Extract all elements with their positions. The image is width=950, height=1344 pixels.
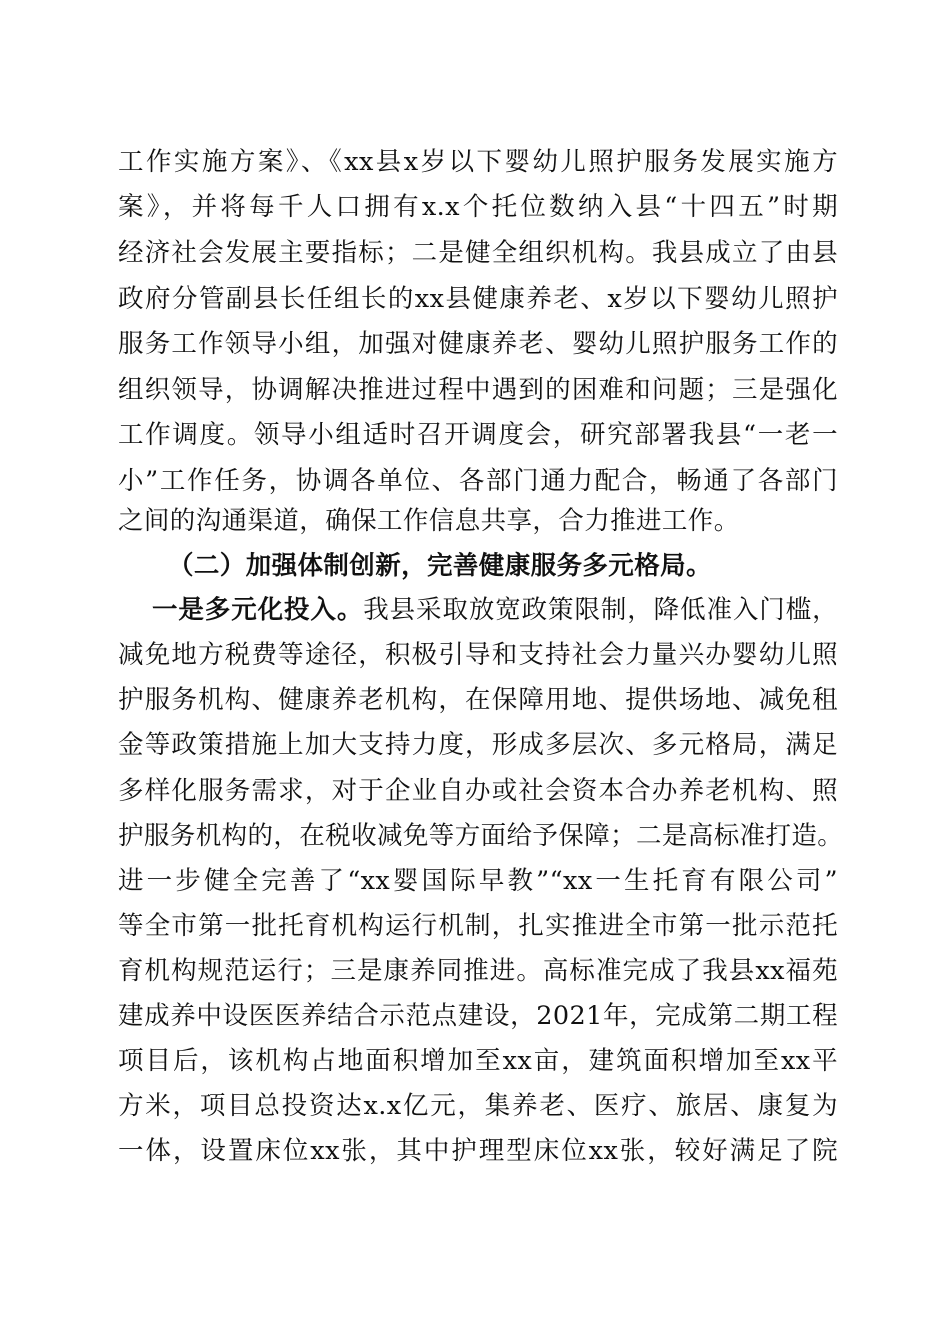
- paragraph-line: 金等政策措施上加大支持力度，形成多层次、多元格局，满足: [118, 730, 838, 760]
- paragraph-line: 经济社会发展主要指标；二是健全组织机构。我县成立了由县: [118, 238, 838, 268]
- paragraph-line: 护服务机构、健康养老机构，在保障用地、提供场地、减免租: [118, 685, 838, 715]
- section-heading: （二）加强体制创新，完善健康服务多元格局。: [168, 551, 712, 581]
- paragraph-line: 之间的沟通渠道，确保工作信息共享，合力推进工作。: [118, 506, 740, 536]
- paragraph-line: 工作调度。领导小组适时召开调度会，研究部署我县“一老一: [118, 420, 838, 450]
- paragraph-line: 工作实施方案》、《xx县x岁以下婴幼儿照护服务发展实施方: [118, 147, 838, 177]
- paragraph-lead: 一是多元化投入。: [152, 595, 364, 625]
- paragraph-line: 建成养中设医医养结合示范点建设，2021年，完成第二期工程: [118, 1001, 838, 1031]
- paragraph-line: 等全市第一批托育机构运行机制，扎实推进全市第一批示范托: [118, 911, 838, 941]
- paragraph-line: 小”工作任务，协调各单位、各部门通力配合，畅通了各部门: [118, 466, 838, 496]
- paragraph-line: 组织领导，协调解决推进过程中遇到的困难和问题；三是强化: [118, 375, 838, 405]
- paragraph-line: [152, 591, 838, 629]
- paragraph-line: 服务工作领导小组，加强对健康养老、婴幼儿照护服务工作的: [118, 329, 838, 359]
- paragraph-line-text: 我县采取放宽政策限制，降低准入门槛，: [363, 595, 838, 625]
- paragraph-line: 护服务机构的，在税收减免等方面给予保障；二是高标准打造。: [118, 821, 844, 851]
- paragraph-line: 案》，并将每千人口拥有x.x个托位数纳入县“十四五”时期: [118, 192, 838, 222]
- paragraph-line: 一体，设置床位xx张，其中护理型床位xx张，较好满足了院: [118, 1136, 838, 1166]
- paragraph-line: 政府分管副县长任组长的xx县健康养老、x岁以下婴幼儿照护: [118, 284, 838, 314]
- paragraph-line: 项目后，该机构占地面积增加至xx亩，建筑面积增加至xx平: [118, 1046, 838, 1076]
- paragraph-line: 方米，项目总投资达x.x亿元，集养老、医疗、旅居、康复为: [118, 1091, 838, 1121]
- paragraph-line: 进一步健全完善了“xx婴国际早教”“xx一生托育有限公司”: [118, 866, 838, 896]
- paragraph-line: 减免地方税费等途径，积极引导和支持社会力量兴办婴幼儿照: [118, 640, 838, 670]
- paragraph-line: 育机构规范运行；三是康养同推进。高标准完成了我县xx福苑: [118, 956, 838, 986]
- paragraph-line: 多样化服务需求，对于企业自办或社会资本合办养老机构、照: [118, 776, 838, 806]
